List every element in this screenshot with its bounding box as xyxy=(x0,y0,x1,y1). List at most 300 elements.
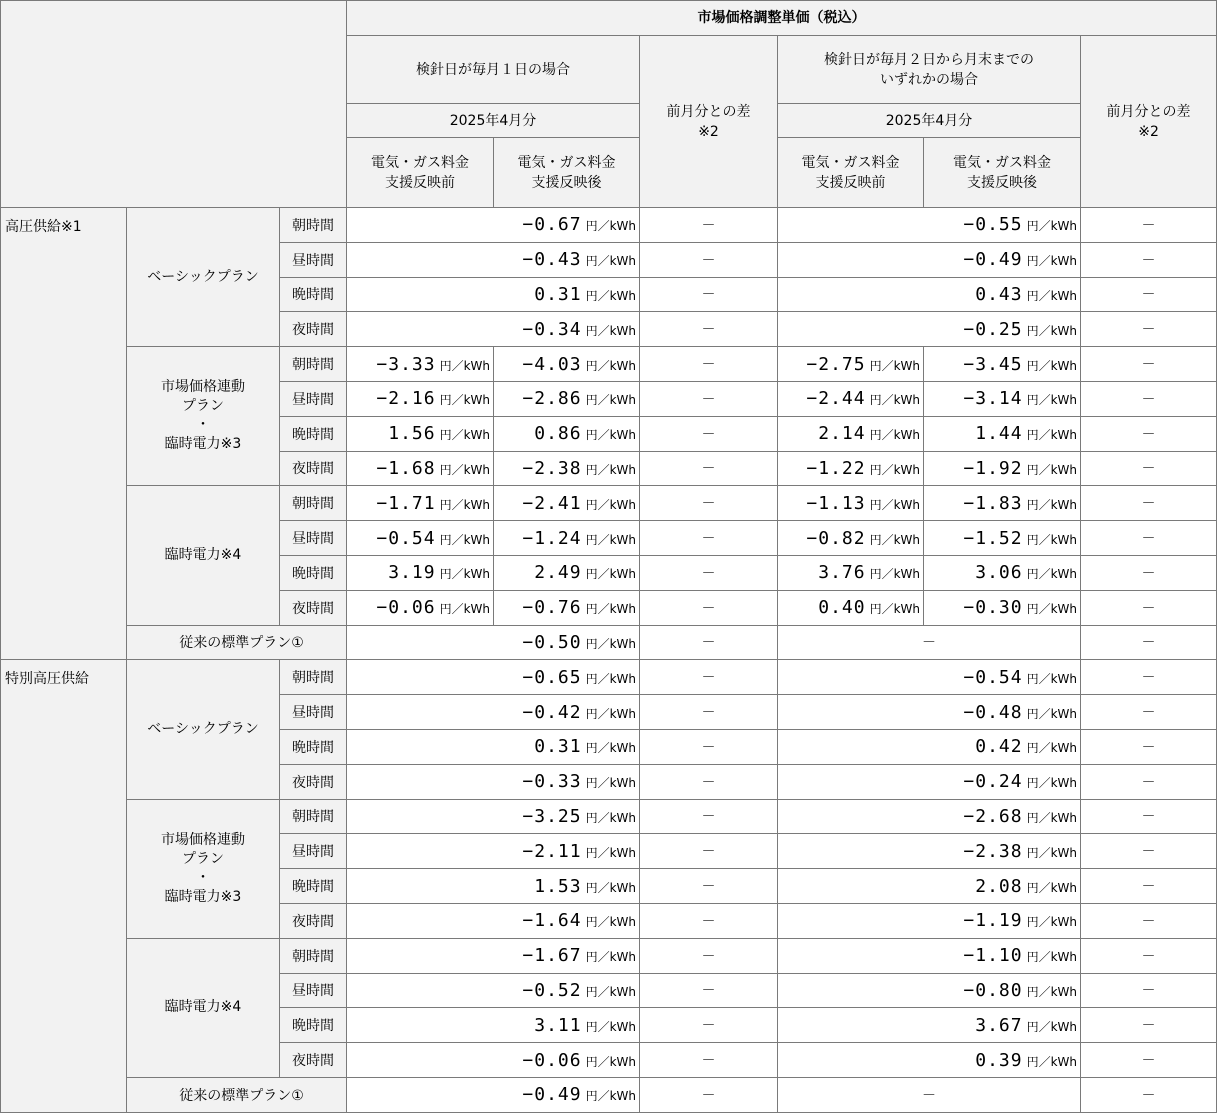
diff-cell: － xyxy=(640,521,778,556)
value-unit: 円／kWh xyxy=(869,358,921,373)
value-unit: 円／kWh xyxy=(1026,810,1078,825)
value-unit: 円／kWh xyxy=(1026,671,1078,686)
value-number: −1.67 xyxy=(522,945,582,967)
value-number: −1.52 xyxy=(963,527,1023,549)
value-cell xyxy=(347,555,494,590)
diff-cell: － xyxy=(640,799,778,834)
time-slot-label: 晩時間 xyxy=(280,1008,347,1043)
diff-cell: － xyxy=(1081,521,1217,556)
value-unit: 円／kWh xyxy=(585,636,637,651)
value-cell xyxy=(778,381,924,416)
diff-cell: － xyxy=(640,834,778,869)
time-slot-label: 夜時間 xyxy=(280,590,347,625)
value-unit: 円／kWh xyxy=(1026,323,1078,338)
value-cell xyxy=(778,208,1081,243)
value-number: −1.13 xyxy=(806,492,866,514)
time-slot-label: 晩時間 xyxy=(280,555,347,590)
value-cell xyxy=(778,938,1081,973)
time-slot-label: 晩時間 xyxy=(280,277,347,312)
value-number: −2.16 xyxy=(376,388,436,410)
value-cell xyxy=(347,903,640,938)
value-number: −2.44 xyxy=(806,388,866,410)
value-unit: 円／kWh xyxy=(1026,254,1078,269)
value-number: 0.40 xyxy=(818,597,866,619)
value-cell xyxy=(778,521,924,556)
value-cell xyxy=(347,695,640,730)
value-unit: 円／kWh xyxy=(1026,741,1078,756)
value-cell xyxy=(347,277,640,312)
value-unit: 円／kWh xyxy=(1026,845,1078,860)
diff-cell: － xyxy=(1081,1043,1217,1078)
diff-cell: － xyxy=(1081,486,1217,521)
value-unit: 円／kWh xyxy=(585,532,637,547)
diff-cell: － xyxy=(1081,1077,1217,1112)
value-cell xyxy=(494,590,640,625)
value-unit: 円／kWh xyxy=(1026,393,1078,408)
value-unit: 円／kWh xyxy=(1026,567,1078,582)
value-cell xyxy=(347,799,640,834)
plan-label-line: ベーシックプラン xyxy=(147,720,259,737)
value-unit: 円／kWh xyxy=(869,567,921,582)
plan-label-line: 市場価格連動 xyxy=(161,831,245,848)
diff-cell: － xyxy=(640,277,778,312)
value-cell xyxy=(494,486,640,521)
value-cell xyxy=(924,416,1081,451)
diff-cell: － xyxy=(640,451,778,486)
value-number: 1.53 xyxy=(534,875,582,897)
value-number: −1.22 xyxy=(806,457,866,479)
table-row xyxy=(1,799,1217,834)
value-cell xyxy=(347,1077,640,1112)
value-number: −0.76 xyxy=(522,597,582,619)
time-slot-label: 昼時間 xyxy=(280,242,347,277)
header-after-1: 電気・ガス料金 支援反映後 xyxy=(494,138,640,208)
value-unit: 円／kWh xyxy=(1026,462,1078,477)
table-row xyxy=(1,347,1217,382)
value-unit: 円／kWh xyxy=(439,358,491,373)
diff-cell: － xyxy=(640,486,778,521)
value-cell xyxy=(347,208,640,243)
value-number: 2.14 xyxy=(818,423,866,445)
diff-cell: － xyxy=(640,208,778,243)
value-number: −0.65 xyxy=(522,666,582,688)
value-cell xyxy=(494,347,640,382)
value-unit: 円／kWh xyxy=(585,428,637,443)
value-unit: 円／kWh xyxy=(1026,1019,1078,1034)
value-unit: 円／kWh xyxy=(439,497,491,512)
value-number: 0.42 xyxy=(975,736,1023,758)
time-slot-label: 朝時間 xyxy=(280,347,347,382)
value-cell xyxy=(778,869,1081,904)
value-unit: 円／kWh xyxy=(1026,358,1078,373)
value-cell xyxy=(347,1008,640,1043)
diff-cell: － xyxy=(778,1077,1081,1112)
value-unit: 円／kWh xyxy=(585,671,637,686)
value-number: −0.82 xyxy=(806,527,866,549)
diff-cell: － xyxy=(640,347,778,382)
diff-cell: － xyxy=(640,764,778,799)
plan-label xyxy=(127,660,280,799)
value-unit: 円／kWh xyxy=(585,950,637,965)
time-slot-label: 晩時間 xyxy=(280,729,347,764)
value-cell xyxy=(347,869,640,904)
diff-cell: － xyxy=(1081,381,1217,416)
value-unit: 円／kWh xyxy=(585,358,637,373)
value-unit: 円／kWh xyxy=(585,1089,637,1104)
value-unit: 円／kWh xyxy=(1026,602,1078,617)
value-number: −0.49 xyxy=(963,249,1023,271)
time-slot-label: 朝時間 xyxy=(280,486,347,521)
table-body xyxy=(1,208,1217,1113)
value-unit: 円／kWh xyxy=(869,462,921,477)
value-cell xyxy=(347,660,640,695)
value-unit: 円／kWh xyxy=(585,984,637,999)
time-slot-label: 朝時間 xyxy=(280,208,347,243)
value-cell xyxy=(778,347,924,382)
value-cell xyxy=(347,938,640,973)
value-unit: 円／kWh xyxy=(869,393,921,408)
plan-label xyxy=(127,208,280,347)
value-cell xyxy=(347,347,494,382)
value-cell xyxy=(778,729,1081,764)
value-unit: 円／kWh xyxy=(585,810,637,825)
header-month-1: 2025年4月分 xyxy=(347,104,640,138)
value-number: −0.48 xyxy=(963,701,1023,723)
plan-label xyxy=(127,486,280,625)
value-number: −2.38 xyxy=(963,840,1023,862)
value-cell xyxy=(778,973,1081,1008)
value-unit: 円／kWh xyxy=(1026,1054,1078,1069)
value-cell xyxy=(347,764,640,799)
value-cell xyxy=(924,521,1081,556)
value-number: 3.67 xyxy=(975,1014,1023,1036)
diff-cell: － xyxy=(1081,625,1217,660)
diff-cell: － xyxy=(1081,590,1217,625)
plan-label-line: プラン xyxy=(182,850,224,867)
plan-label-line: プラン xyxy=(182,398,224,415)
value-cell xyxy=(924,555,1081,590)
header-case-1: 検針日が毎月１日の場合 xyxy=(347,36,640,104)
plan-label-line: 臨時電力※4 xyxy=(164,999,242,1016)
value-cell xyxy=(347,625,640,660)
value-unit: 円／kWh xyxy=(585,393,637,408)
value-number: −0.06 xyxy=(522,1049,582,1071)
diff-cell: － xyxy=(1081,799,1217,834)
value-cell xyxy=(494,381,640,416)
value-unit: 円／kWh xyxy=(585,497,637,512)
group-label: 高圧供給※1 xyxy=(1,208,127,660)
table-header xyxy=(1,1,1217,208)
value-cell xyxy=(347,312,640,347)
value-unit: 円／kWh xyxy=(869,497,921,512)
value-cell xyxy=(924,590,1081,625)
diff-cell: － xyxy=(778,625,1081,660)
value-number: −0.80 xyxy=(963,979,1023,1001)
diff-cell: － xyxy=(640,416,778,451)
value-number: −4.03 xyxy=(522,353,582,375)
value-number: −1.68 xyxy=(376,457,436,479)
value-cell xyxy=(347,242,640,277)
value-unit: 円／kWh xyxy=(869,532,921,547)
value-cell xyxy=(778,799,1081,834)
value-number: 3.19 xyxy=(388,562,436,584)
value-cell xyxy=(778,695,1081,730)
diff-cell: － xyxy=(1081,208,1217,243)
diff-cell: － xyxy=(640,555,778,590)
value-cell xyxy=(778,486,924,521)
value-cell xyxy=(924,451,1081,486)
value-cell xyxy=(347,834,640,869)
diff-cell: － xyxy=(640,729,778,764)
table-row xyxy=(1,660,1217,695)
time-slot-label: 夜時間 xyxy=(280,312,347,347)
table-row xyxy=(1,1077,1217,1112)
diff-cell: － xyxy=(1081,416,1217,451)
value-cell xyxy=(347,381,494,416)
value-number: 0.39 xyxy=(975,1049,1023,1071)
value-cell xyxy=(924,486,1081,521)
value-number: −0.30 xyxy=(963,597,1023,619)
standard-plan-label: 従来の標準プラン① xyxy=(127,1077,347,1112)
diff-cell: － xyxy=(640,625,778,660)
time-slot-label: 夜時間 xyxy=(280,451,347,486)
value-number: 1.44 xyxy=(975,423,1023,445)
value-unit: 円／kWh xyxy=(585,567,637,582)
value-unit: 円／kWh xyxy=(585,254,637,269)
value-unit: 円／kWh xyxy=(1026,497,1078,512)
value-cell xyxy=(347,973,640,1008)
value-cell xyxy=(778,903,1081,938)
diff-cell: － xyxy=(640,973,778,1008)
value-cell xyxy=(347,451,494,486)
value-number: −0.52 xyxy=(522,979,582,1001)
value-unit: 円／kWh xyxy=(585,880,637,895)
value-unit: 円／kWh xyxy=(1026,984,1078,999)
header-before-2: 電気・ガス料金 支援反映前 xyxy=(778,138,924,208)
standard-plan-label: 従来の標準プラン① xyxy=(127,625,347,660)
value-cell xyxy=(494,521,640,556)
time-slot-label: 昼時間 xyxy=(280,834,347,869)
value-number: −0.25 xyxy=(963,318,1023,340)
value-unit: 円／kWh xyxy=(585,845,637,860)
value-number: −1.64 xyxy=(522,910,582,932)
time-slot-label: 昼時間 xyxy=(280,521,347,556)
time-slot-label: 朝時間 xyxy=(280,799,347,834)
value-unit: 円／kWh xyxy=(439,462,491,477)
diff-cell: － xyxy=(640,695,778,730)
value-number: −3.45 xyxy=(963,353,1023,375)
value-cell xyxy=(778,1008,1081,1043)
diff-cell: － xyxy=(640,312,778,347)
value-number: −1.83 xyxy=(963,492,1023,514)
value-number: 3.06 xyxy=(975,562,1023,584)
value-number: −2.38 xyxy=(522,457,582,479)
value-unit: 円／kWh xyxy=(585,602,637,617)
value-cell xyxy=(778,451,924,486)
value-number: −0.54 xyxy=(376,527,436,549)
diff-cell: － xyxy=(640,903,778,938)
value-unit: 円／kWh xyxy=(1026,776,1078,791)
header-month-2: 2025年4月分 xyxy=(778,104,1081,138)
value-unit: 円／kWh xyxy=(585,915,637,930)
value-unit: 円／kWh xyxy=(585,1054,637,1069)
header-diff-1: 前月分との差 ※2 xyxy=(640,36,778,208)
plan-label-line: ・ xyxy=(196,869,210,886)
value-cell xyxy=(347,486,494,521)
value-number: 0.43 xyxy=(975,283,1023,305)
value-cell xyxy=(924,347,1081,382)
value-cell xyxy=(924,381,1081,416)
value-unit: 円／kWh xyxy=(1026,219,1078,234)
value-cell xyxy=(778,660,1081,695)
plan-label-line: ・ xyxy=(196,417,210,434)
value-cell xyxy=(778,590,924,625)
value-number: −0.50 xyxy=(522,631,582,653)
plan-label-line: ベーシックプラン xyxy=(147,268,259,285)
diff-cell: － xyxy=(640,1043,778,1078)
value-number: 0.31 xyxy=(534,736,582,758)
value-unit: 円／kWh xyxy=(1026,706,1078,721)
value-number: −2.86 xyxy=(522,388,582,410)
value-number: −0.67 xyxy=(522,214,582,236)
plan-label-line: 臨時電力※4 xyxy=(164,546,242,563)
value-cell xyxy=(778,1043,1081,1078)
value-number: −2.75 xyxy=(806,353,866,375)
time-slot-label: 朝時間 xyxy=(280,938,347,973)
value-cell xyxy=(778,764,1081,799)
value-unit: 円／kWh xyxy=(439,428,491,443)
value-unit: 円／kWh xyxy=(1026,915,1078,930)
diff-cell: － xyxy=(1081,903,1217,938)
value-unit: 円／kWh xyxy=(869,602,921,617)
value-number: −2.41 xyxy=(522,492,582,514)
value-unit: 円／kWh xyxy=(439,602,491,617)
time-slot-label: 晩時間 xyxy=(280,416,347,451)
diff-cell: － xyxy=(1081,277,1217,312)
diff-cell: － xyxy=(640,1077,778,1112)
time-slot-label: 朝時間 xyxy=(280,660,347,695)
value-cell xyxy=(778,242,1081,277)
diff-cell: － xyxy=(1081,834,1217,869)
value-cell xyxy=(347,416,494,451)
value-number: −3.25 xyxy=(522,805,582,827)
value-unit: 円／kWh xyxy=(1026,428,1078,443)
value-number: 3.76 xyxy=(818,562,866,584)
time-slot-label: 晩時間 xyxy=(280,869,347,904)
header-title: 市場価格調整単価（税込） xyxy=(347,1,1217,36)
header-diff-2: 前月分との差 ※2 xyxy=(1081,36,1217,208)
value-unit: 円／kWh xyxy=(585,462,637,477)
time-slot-label: 夜時間 xyxy=(280,764,347,799)
value-number: −0.49 xyxy=(522,1084,582,1106)
diff-cell: － xyxy=(1081,660,1217,695)
diff-cell: － xyxy=(1081,312,1217,347)
plan-label-line: 臨時電力※3 xyxy=(164,888,242,905)
value-cell xyxy=(778,277,1081,312)
time-slot-label: 昼時間 xyxy=(280,973,347,1008)
value-number: −0.55 xyxy=(963,214,1023,236)
value-unit: 円／kWh xyxy=(439,393,491,408)
value-number: −1.24 xyxy=(522,527,582,549)
value-unit: 円／kWh xyxy=(585,288,637,303)
value-number: −3.33 xyxy=(376,353,436,375)
table-row xyxy=(1,625,1217,660)
diff-cell: － xyxy=(640,660,778,695)
plan-label xyxy=(127,347,280,486)
value-unit: 円／kWh xyxy=(585,776,637,791)
value-unit: 円／kWh xyxy=(439,567,491,582)
plan-label xyxy=(127,799,280,938)
value-number: −0.33 xyxy=(522,771,582,793)
value-number: −1.92 xyxy=(963,457,1023,479)
value-number: −1.19 xyxy=(963,910,1023,932)
value-number: 2.08 xyxy=(975,875,1023,897)
header-before-1: 電気・ガス料金 支援反映前 xyxy=(347,138,494,208)
value-number: −1.10 xyxy=(963,945,1023,967)
value-unit: 円／kWh xyxy=(585,741,637,756)
diff-cell: － xyxy=(1081,347,1217,382)
value-cell xyxy=(778,416,924,451)
header-case-2: 検針日が毎月２日から月末までの いずれかの場合 xyxy=(778,36,1081,104)
value-cell xyxy=(778,312,1081,347)
time-slot-label: 夜時間 xyxy=(280,1043,347,1078)
value-number: 0.31 xyxy=(534,283,582,305)
value-unit: 円／kWh xyxy=(585,1019,637,1034)
value-cell xyxy=(347,590,494,625)
value-unit: 円／kWh xyxy=(585,219,637,234)
value-number: 3.11 xyxy=(534,1014,582,1036)
value-unit: 円／kWh xyxy=(1026,532,1078,547)
value-number: 1.56 xyxy=(388,423,436,445)
diff-cell: － xyxy=(640,381,778,416)
value-cell xyxy=(347,729,640,764)
diff-cell: － xyxy=(1081,695,1217,730)
diff-cell: － xyxy=(1081,451,1217,486)
diff-cell: － xyxy=(1081,764,1217,799)
diff-cell: － xyxy=(1081,938,1217,973)
value-number: −0.42 xyxy=(522,701,582,723)
value-cell xyxy=(347,521,494,556)
diff-cell: － xyxy=(640,1008,778,1043)
value-unit: 円／kWh xyxy=(1026,880,1078,895)
value-unit: 円／kWh xyxy=(585,323,637,338)
value-cell xyxy=(347,1043,640,1078)
value-number: −0.43 xyxy=(522,249,582,271)
diff-cell: － xyxy=(1081,1008,1217,1043)
table-row xyxy=(1,938,1217,973)
plan-label-line: 市場価格連動 xyxy=(161,379,245,396)
value-unit: 円／kWh xyxy=(869,428,921,443)
value-number: −3.14 xyxy=(963,388,1023,410)
table-row xyxy=(1,208,1217,243)
value-number: 2.49 xyxy=(534,562,582,584)
value-cell xyxy=(778,555,924,590)
value-number: −0.34 xyxy=(522,318,582,340)
value-cell xyxy=(778,834,1081,869)
value-unit: 円／kWh xyxy=(1026,288,1078,303)
diff-cell: － xyxy=(640,242,778,277)
value-number: −2.68 xyxy=(963,805,1023,827)
value-number: −0.24 xyxy=(963,771,1023,793)
time-slot-label: 夜時間 xyxy=(280,903,347,938)
value-unit: 円／kWh xyxy=(585,706,637,721)
time-slot-label: 昼時間 xyxy=(280,695,347,730)
group-label: 特別高圧供給 xyxy=(1,660,127,1112)
header-blank-cell xyxy=(1,1,347,208)
header-after-2: 電気・ガス料金 支援反映後 xyxy=(924,138,1081,208)
value-number: 0.86 xyxy=(534,423,582,445)
diff-cell: － xyxy=(640,938,778,973)
